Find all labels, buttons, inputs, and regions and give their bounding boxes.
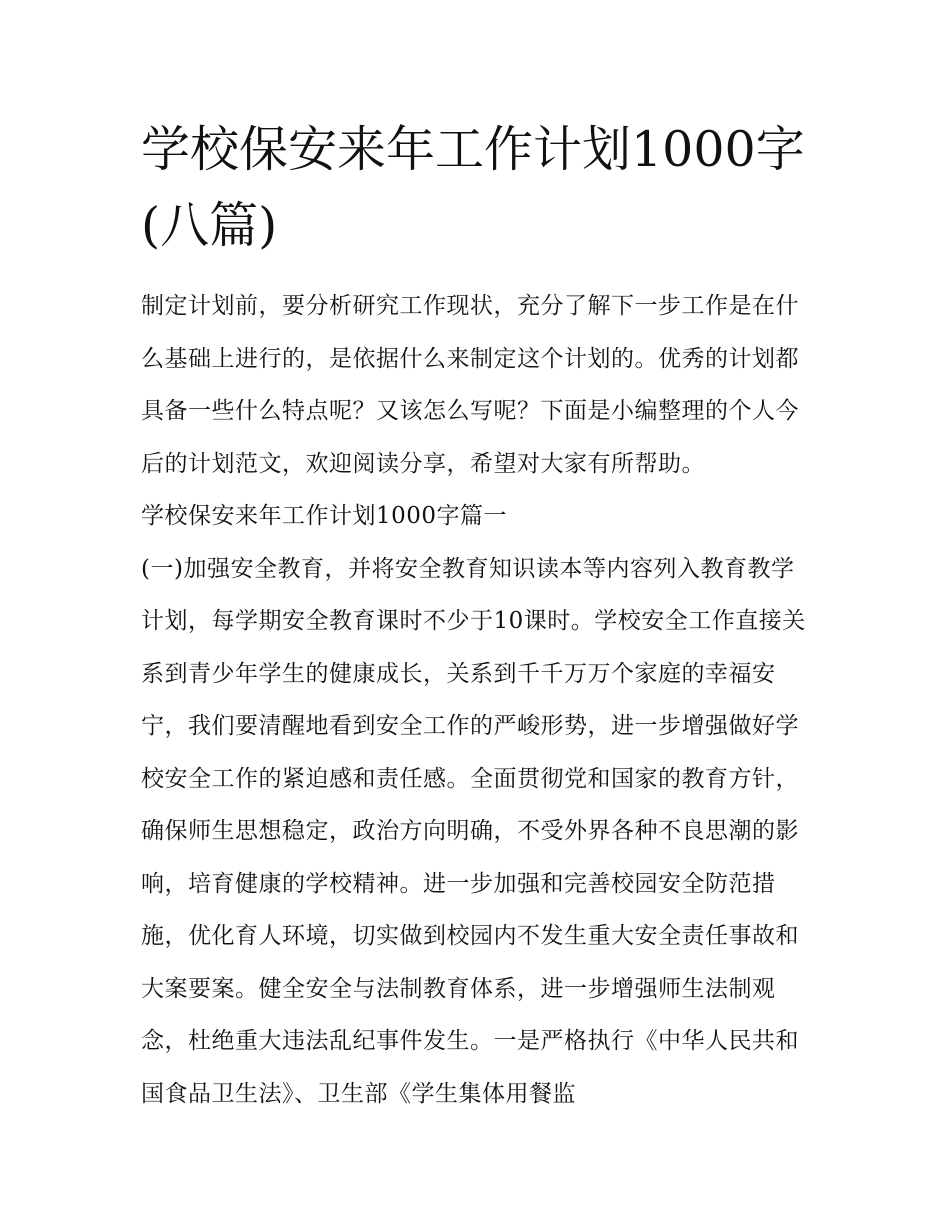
document-content	[141, 112, 813, 1120]
intro-paragraph: 制定计划前，要分析研究工作现状，充分了解下一步工作是在什么基础上进行的，是依据什么来制定这个计划的。优秀的计划都具备一些什么特点呢？又该怎么写呢？下面是小编整理的个人今后的计划范文，欢迎阅读分享，希望对大家有所帮助。	[141, 293, 799, 477]
section-heading: 学校保安来年工作计划1000字篇一	[141, 503, 508, 529]
section-paragraph: (一)加强安全教育，并将安全教育知识读本等内容列入教育教学计划，每学期安全教育课时不少于10课时。学校安全工作直接关系到青少年学生的健康成长，关系到千千万万个家庭的幸福安宁，我们要清醒地看到安全工作的严峻形势，进一步增强做好学校安全工作的紧迫感和责任感。全面贯彻党和国家的教育方针，确保师生思想稳定，政治方向明确，不受外界各种不良思潮的影响，培育健康的学校精神。进一步加强和完善校园安全防范措施，优化育人环境，切实做到校园内不发生重大安全责任事故和大案要案。健全安全与法制教育体系，进一步增强师生法制观念，杜绝重大违法乱纪事件发生。一是严格执行《中华人民共和国食品卫生法》、卫生部《学生集体用餐监	[141, 555, 806, 1107]
document-title: 学校保安来年工作计划1000字(八篇)	[141, 121, 805, 254]
